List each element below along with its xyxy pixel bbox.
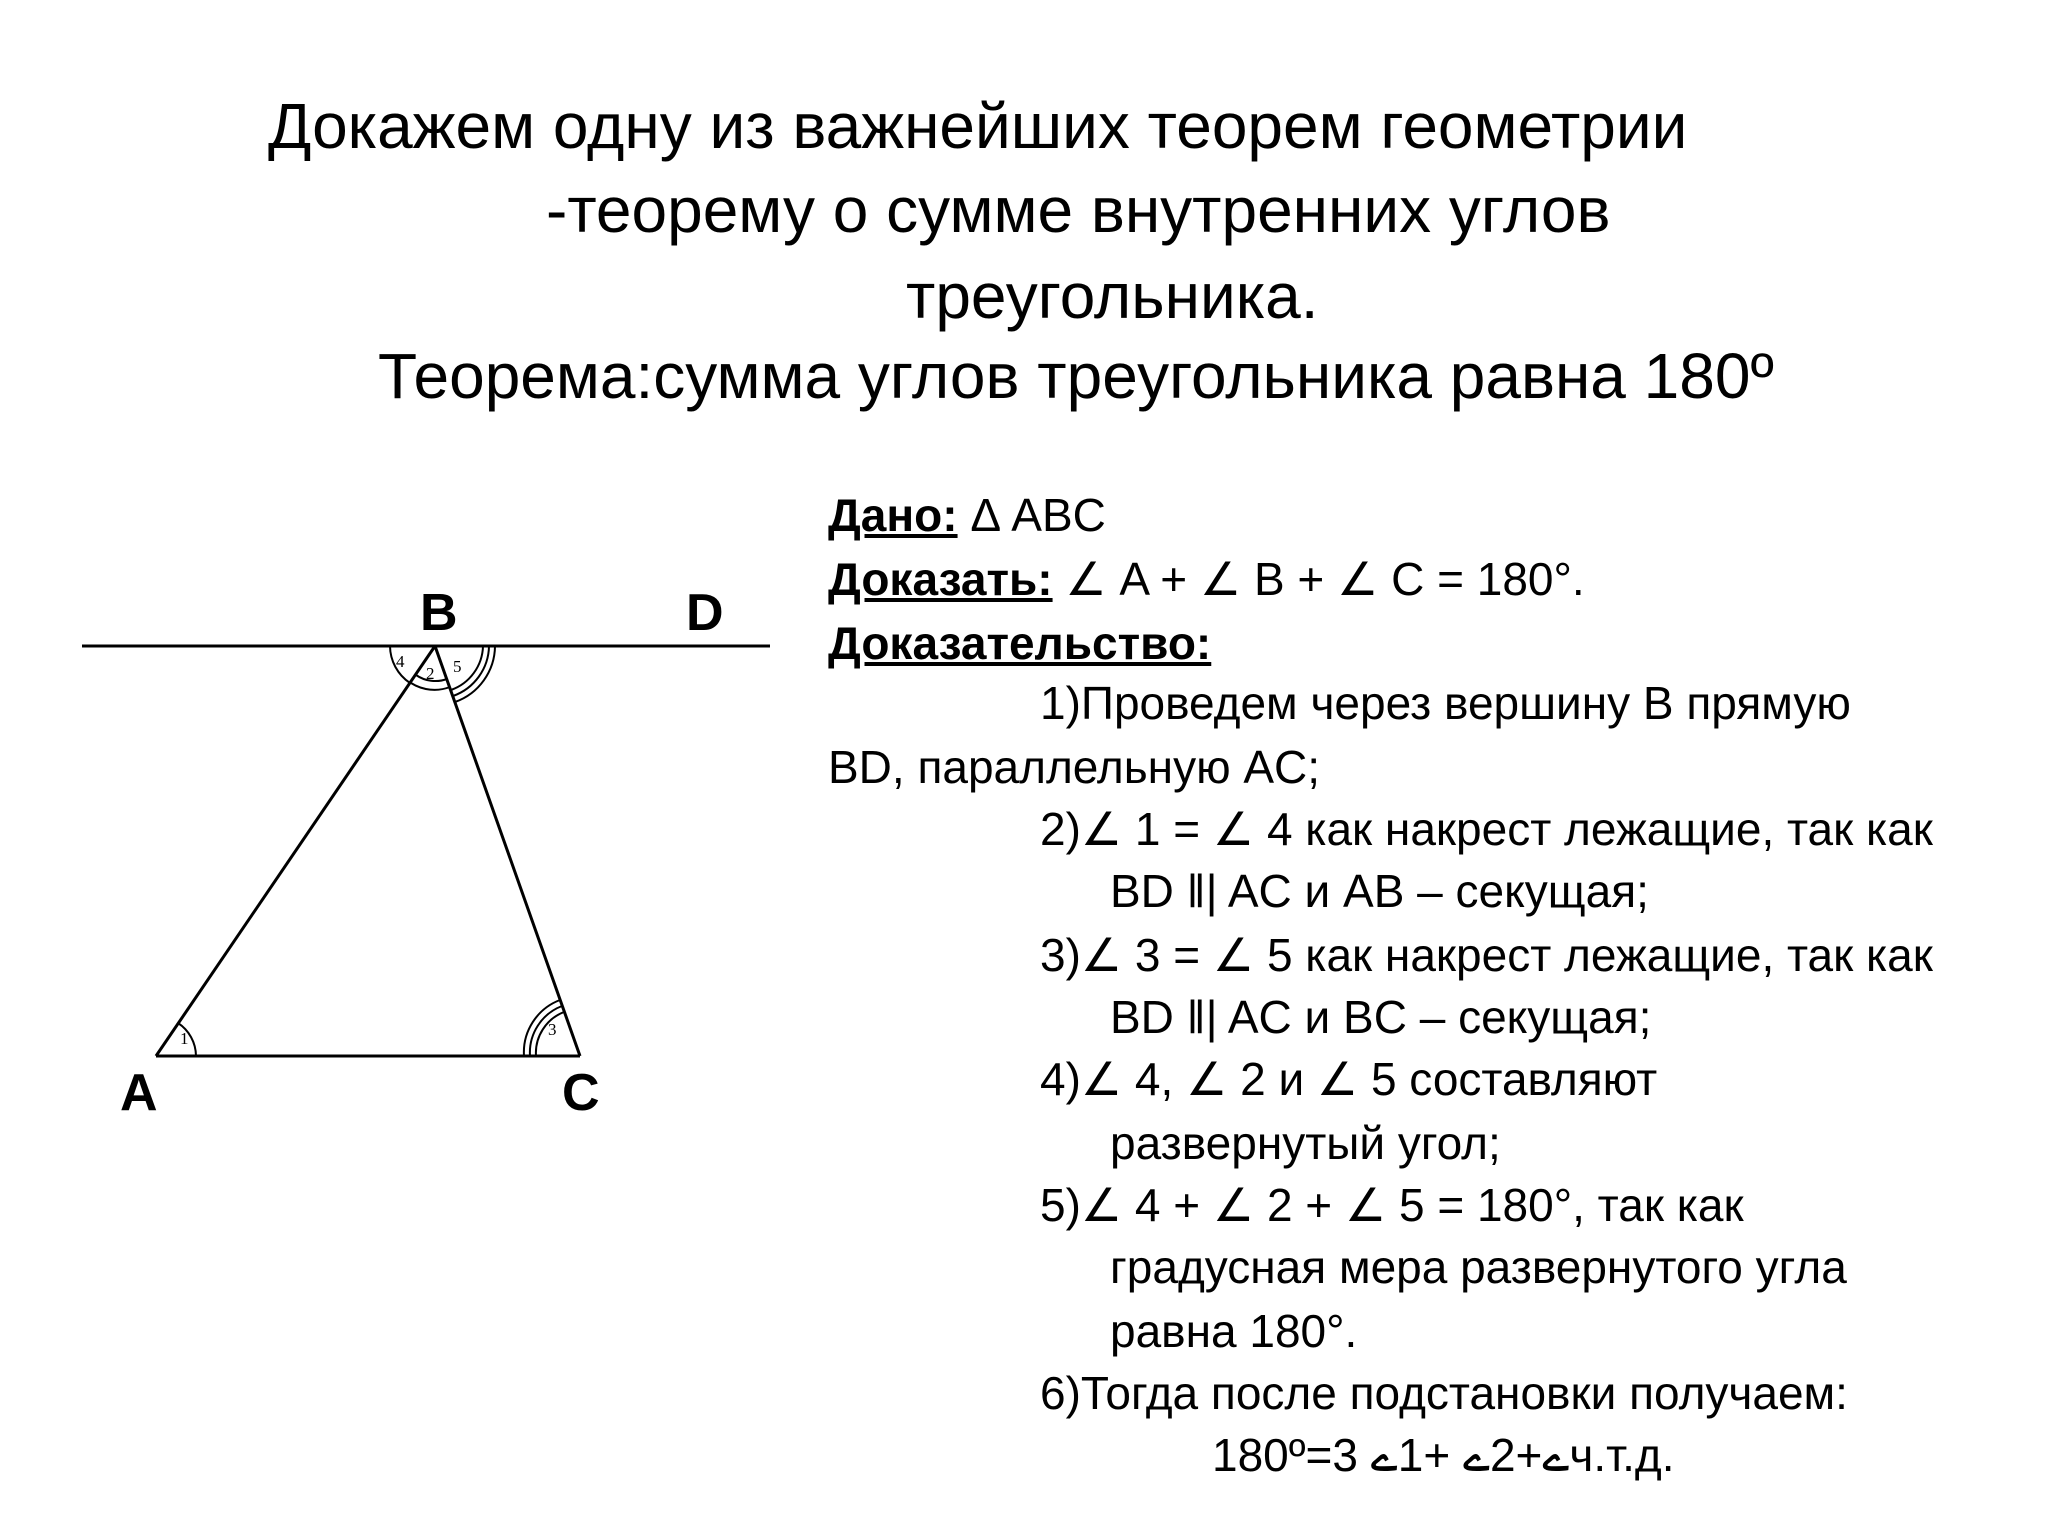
step-5-line-2: градусная мера развернутого угла [1110, 1241, 1847, 1293]
angle-label-3: 3 [548, 1020, 557, 1039]
angle-label-5: 5 [453, 657, 462, 676]
step-2-line-2: BD ‖| AC и AB – секущая; [1110, 865, 1649, 917]
vertex-label-d: D [686, 584, 724, 642]
angle-arc-3-mid [530, 1006, 562, 1056]
vertex-label-b: B [420, 584, 458, 642]
prove-text: ∠ A + ∠ B + ∠ C = 180°. [1052, 553, 1585, 605]
title-line-2: -теорему о сумме внутренних углов [546, 174, 1611, 246]
proof-label: Доказательство: [828, 617, 1212, 669]
prove-label: Доказать: [828, 553, 1053, 605]
angle-label-1: 1 [180, 1029, 189, 1048]
step-6-line-1: 6)Тогда после подстановки получаем: [1040, 1367, 1848, 1419]
step-5-line-1: 5)∠ 4 + ∠ 2 + ∠ 5 = 180°, так как [1040, 1179, 1744, 1231]
given-line [828, 484, 1106, 546]
given-text: Δ ABC [957, 489, 1106, 541]
angle-label-2: 2 [426, 664, 435, 683]
theorem-statement: Теорема:сумма углов треугольника равна 180º [378, 340, 1774, 412]
angle-arc-2-outer [411, 683, 450, 690]
step-3-line-2: BD ‖| AC и BC – секущая; [1110, 991, 1652, 1043]
triangle-diagram [0, 560, 800, 1140]
step-1-line-2: BD, параллельную AC; [828, 741, 1321, 793]
prove-line [828, 548, 1585, 610]
angle-label-4: 4 [396, 652, 405, 671]
side-ab [156, 646, 435, 1056]
step-2-line-1: 2)∠ 1 = ∠ 4 как накрест лежащие, так как [1040, 803, 1933, 855]
given-label: Дано: [828, 489, 958, 541]
step-4-line-2: развернутый угол; [1110, 1117, 1501, 1169]
vertex-label-c: C [562, 1064, 600, 1122]
step-1-line-1: 1)Проведем через вершину B прямую [1040, 677, 1851, 729]
step-6-line-2: 180º=3 ے+2ے +1ےч.т.д. [1212, 1429, 1675, 1481]
title-line-3: треугольника. [906, 260, 1319, 332]
vertex-label-a: A [120, 1064, 158, 1122]
step-3-line-1: 3)∠ 3 = ∠ 5 как накрест лежащие, так как [1040, 929, 1933, 981]
side-bc [435, 646, 580, 1056]
step-4-line-1: 4)∠ 4, ∠ 2 и ∠ 5 составляют [1040, 1053, 1658, 1105]
title-line-1: Докажем одну из важнейших теорем геометрии [268, 90, 1688, 162]
step-5-line-3: равна 180°. [1110, 1305, 1358, 1357]
